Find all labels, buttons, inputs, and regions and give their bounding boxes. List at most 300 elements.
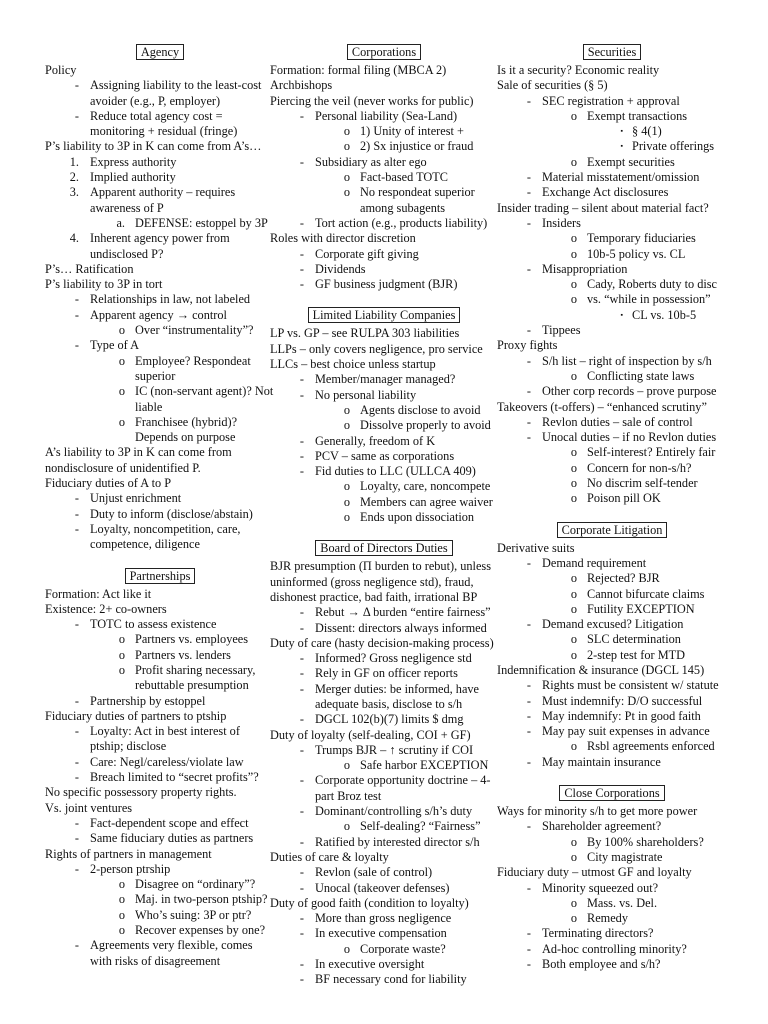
- bullet-marker: o: [570, 849, 577, 864]
- outline-text: Rsbl agreements enforced: [587, 739, 715, 754]
- outline-text: Proxy fights: [497, 338, 558, 353]
- bullet-marker: o: [570, 647, 577, 662]
- bullet-marker: -: [74, 307, 79, 322]
- bullet-marker: -: [74, 754, 79, 769]
- bullet-marker: o: [570, 445, 577, 460]
- outline-item: [45, 185, 275, 216]
- outline-item: [270, 185, 498, 216]
- outline-text: Fact-based TOTC: [360, 170, 448, 185]
- bullet-marker: -: [526, 819, 531, 834]
- bullet-marker: -: [526, 708, 531, 723]
- outline-item: [270, 216, 498, 231]
- outline-text: Inherent agency power from undisclosed P?: [90, 231, 230, 261]
- outline-item: [270, 170, 498, 185]
- outline-text: Member/manager managed?: [315, 372, 456, 387]
- outline-item: [270, 743, 498, 758]
- outline-item: [45, 632, 275, 647]
- bullet-marker: o: [570, 476, 577, 491]
- outline-item: [45, 755, 275, 770]
- outline-item: [45, 338, 275, 353]
- outline-item: [497, 338, 727, 353]
- outline-item: [497, 170, 727, 185]
- outline-item: [497, 354, 727, 369]
- outline-text: May pay suit expenses in advance: [542, 724, 710, 739]
- outline-text: Personal liability (Sea-Land): [315, 108, 458, 123]
- outline-text: Must indemnify: D/O successful: [542, 693, 703, 708]
- outline-text: Unjust enrichment: [90, 491, 182, 506]
- outline-text: Who’s suing: 3P or ptr?: [135, 907, 252, 922]
- outline-item: [270, 636, 498, 651]
- bullet-marker: o: [570, 739, 577, 754]
- outline-text: More than gross negligence: [315, 911, 452, 926]
- bullet-marker: o: [570, 231, 577, 246]
- outline-text: In executive oversight: [315, 957, 425, 972]
- bullet-marker: a.: [116, 215, 125, 230]
- outline-column-middle: [270, 44, 498, 988]
- outline-item: [270, 372, 498, 387]
- outline-item: [45, 354, 275, 385]
- outline-item: [270, 881, 498, 896]
- outline-item: [45, 801, 275, 816]
- outline-item: [497, 571, 727, 586]
- bullet-marker: -: [299, 448, 304, 463]
- outline-text: Rights of partners in management: [45, 846, 212, 861]
- bullet-marker: o: [570, 834, 577, 849]
- outline-text: Fiduciary duty – utmost GF and loyalty: [497, 865, 692, 880]
- outline-text: Fact-dependent scope and effect: [90, 815, 249, 830]
- outline-item: [45, 862, 275, 877]
- outline-item: [270, 139, 498, 154]
- outline-text: By 100% shareholders?: [587, 834, 704, 849]
- bullet-marker: -: [299, 108, 304, 123]
- outline-text: Safe harbor EXCEPTION: [360, 758, 489, 773]
- bullet-marker: o: [343, 494, 350, 509]
- outline-text: Duties of care & loyalty: [270, 849, 389, 864]
- bullet-marker: -: [526, 617, 531, 632]
- bullet-marker: o: [343, 402, 350, 417]
- bullet-marker: o: [118, 384, 125, 399]
- outline-text: Rebut → Δ burden “entire fairness”: [315, 605, 491, 620]
- outline-item: [497, 476, 727, 491]
- bullet-marker: -: [526, 754, 531, 769]
- outline-item: [270, 896, 498, 911]
- outline-item: [270, 342, 498, 357]
- outline-item: [497, 663, 727, 678]
- outline-text: 2-step test for MTD: [587, 647, 686, 662]
- bullet-marker: -: [526, 414, 531, 429]
- outline-item: [497, 819, 727, 834]
- outline-text: 1) Unity of interest +: [360, 124, 464, 139]
- outline-text: Tort action (e.g., products liability): [315, 215, 488, 230]
- outline-column-left: [45, 44, 275, 969]
- section-header: [497, 785, 727, 803]
- bullet-marker: 2.: [69, 170, 79, 185]
- outline-text: Agents disclose to avoid: [360, 402, 481, 417]
- outline-item: [270, 666, 498, 681]
- section-title: Corporations: [347, 44, 421, 60]
- outline-text: P’s liability to 3P in K can come from A’s…: [45, 139, 262, 154]
- outline-text: Type of A: [90, 338, 140, 353]
- bullet-marker: o: [118, 892, 125, 907]
- bullet-marker: -: [526, 880, 531, 895]
- outline-item: [45, 724, 275, 755]
- outline-item: [497, 201, 727, 216]
- outline-item: [270, 819, 498, 834]
- outline-text: Recover expenses by one?: [135, 923, 266, 938]
- outline-text: Exchange Act disclosures: [542, 185, 669, 200]
- outline-item: [45, 277, 275, 292]
- outline-item: [270, 605, 498, 620]
- section-title: Board of Directors Duties: [315, 540, 452, 556]
- outline-item: [270, 495, 498, 510]
- outline-item: [270, 911, 498, 926]
- outline-text: Self-interest? Entirely fair: [587, 445, 716, 460]
- bullet-marker: -: [299, 742, 304, 757]
- outline-text: No specific possessory property rights.: [45, 785, 237, 800]
- outline-item: [497, 648, 727, 663]
- outline-item: [497, 415, 727, 430]
- outline-text: Express authority: [90, 154, 177, 169]
- outline-item: [497, 694, 727, 709]
- bullet-marker: -: [299, 372, 304, 387]
- outline-item: [497, 556, 727, 571]
- bullet-marker: -: [74, 338, 79, 353]
- outline-item: [270, 449, 498, 464]
- outline-item: [45, 231, 275, 262]
- outline-item: [45, 476, 275, 491]
- outline-item: [45, 663, 275, 694]
- outline-text: Merger duties: be informed, have adequate basis, disclose to s/h: [315, 681, 480, 711]
- outline-text: Subsidiary as alter ego: [315, 154, 427, 169]
- outline-text: CL vs. 10b-5: [632, 307, 697, 322]
- outline-item: [497, 400, 727, 415]
- outline-text: Rely in GF on officer reports: [315, 666, 458, 681]
- outline-item: [270, 231, 498, 246]
- outline-text: Terminating directors?: [542, 926, 654, 941]
- outline-item: [497, 709, 727, 724]
- bullet-marker: ▪: [620, 142, 623, 151]
- bullet-marker: -: [299, 215, 304, 230]
- bullet-marker: 3.: [69, 185, 79, 200]
- outline-text: Over “instrumentality”?: [135, 323, 254, 338]
- outline-item: [45, 785, 275, 800]
- bullet-marker: -: [299, 261, 304, 276]
- outline-text: Fid duties to LLC (ULLCA 409): [315, 464, 476, 479]
- outline-item: [497, 277, 727, 292]
- bullet-marker: -: [299, 712, 304, 727]
- bullet-marker: -: [299, 387, 304, 402]
- bullet-marker: -: [526, 93, 531, 108]
- bullet-marker: -: [74, 693, 79, 708]
- outline-item: [270, 479, 498, 494]
- outline-text: Exempt securities: [587, 154, 675, 169]
- outline-item: [45, 415, 275, 446]
- bullet-marker: -: [526, 170, 531, 185]
- bullet-marker: o: [570, 571, 577, 586]
- outline-text: P’s liability to 3P in tort: [45, 277, 163, 292]
- bullet-marker: o: [570, 108, 577, 123]
- outline-text: Trumps BJR – ↑ scrutiny if COI: [315, 742, 474, 757]
- bullet-marker: o: [570, 632, 577, 647]
- outline-item: [45, 892, 275, 907]
- outline-text: Breach limited to “secret profits”?: [90, 770, 259, 785]
- section-gap: [45, 553, 275, 568]
- outline-item: [497, 865, 727, 880]
- outline-text: PCV – same as corporations: [315, 448, 455, 463]
- outline-item: [497, 308, 727, 323]
- outline-item: [45, 923, 275, 938]
- bullet-marker: o: [570, 601, 577, 616]
- outline-text: Cannot bifurcate claims: [587, 586, 705, 601]
- outline-item: [497, 124, 727, 139]
- outline-text: Partners vs. employees: [135, 632, 249, 647]
- outline-item: [45, 323, 275, 338]
- outline-item: [45, 694, 275, 709]
- outline-item: [270, 804, 498, 819]
- bullet-marker: o: [118, 647, 125, 662]
- bullet-marker: ▪: [620, 310, 623, 319]
- outline-item: [497, 942, 727, 957]
- outline-text: Derivative suits: [497, 540, 575, 555]
- outline-item: [270, 124, 498, 139]
- bullet-marker: -: [299, 666, 304, 681]
- outline-text: Futility EXCEPTION: [587, 601, 695, 616]
- outline-text: Dissent: directors always informed: [315, 620, 487, 635]
- bullet-marker: o: [570, 292, 577, 307]
- outline-item: [497, 262, 727, 277]
- outline-item: [497, 445, 727, 460]
- outline-text: Maj. in two-person ptship?: [135, 892, 268, 907]
- outline-item: [45, 831, 275, 846]
- section-title: Close Corporations: [559, 785, 664, 801]
- outline-text: Dividends: [315, 261, 366, 276]
- outline-text: 2-person ptrship: [90, 861, 171, 876]
- outline-text: Ratified by interested director s/h: [315, 834, 480, 849]
- bullet-marker: -: [526, 261, 531, 276]
- outline-text: Minority squeezed out?: [542, 880, 659, 895]
- outline-text: Care: Negl/careless/violate law: [90, 754, 244, 769]
- outline-item: [45, 587, 275, 602]
- outline-item: [497, 369, 727, 384]
- bullet-marker: -: [299, 911, 304, 926]
- outline-item: [497, 461, 727, 476]
- outline-item: [270, 651, 498, 666]
- bullet-marker: o: [118, 923, 125, 938]
- bullet-marker: -: [299, 804, 304, 819]
- bullet-marker: -: [526, 926, 531, 941]
- outline-item: [270, 403, 498, 418]
- outline-text: Members can agree waiver: [360, 494, 493, 509]
- section-gap: [497, 507, 727, 522]
- outline-item: [270, 942, 498, 957]
- outline-item: [497, 231, 727, 246]
- bullet-marker: -: [299, 464, 304, 479]
- outline-text: Disagree on “ordinary”?: [135, 877, 256, 892]
- outline-item: [497, 323, 727, 338]
- outline-text: DGCL 102(b)(7) limits $ dmg: [315, 712, 464, 727]
- outline-item: [497, 63, 727, 78]
- section-gap: [270, 525, 498, 540]
- outline-text: Apparent agency → control: [90, 307, 227, 322]
- outline-item: [497, 911, 727, 926]
- outline-text: P’s… Ratification: [45, 261, 134, 276]
- outline-item: [270, 865, 498, 880]
- outline-text: Franchisee (hybrid)? Depends on purpose: [135, 414, 238, 445]
- outline-text: Same fiduciary duties as partners: [90, 831, 254, 846]
- bullet-marker: -: [74, 292, 79, 307]
- outline-item: [497, 755, 727, 770]
- bullet-marker: -: [526, 555, 531, 570]
- outline-text: Fiduciary duties of partners to ptship: [45, 708, 227, 723]
- outline-item: [497, 724, 727, 739]
- outline-text: Policy: [45, 63, 77, 77]
- bullet-marker: o: [118, 632, 125, 647]
- outline-item: [497, 94, 727, 109]
- outline-item: [45, 602, 275, 617]
- outline-text: TOTC to assess existence: [90, 617, 217, 632]
- outline-text: Is it a security? Economic reality: [497, 63, 660, 77]
- bullet-marker: o: [343, 170, 350, 185]
- bullet-marker: o: [570, 246, 577, 261]
- section-title: Securities: [583, 44, 642, 60]
- section-title: Partnerships: [125, 568, 196, 584]
- bullet-marker: -: [299, 433, 304, 448]
- bullet-marker: -: [74, 617, 79, 632]
- outline-item: [270, 728, 498, 743]
- outline-text: No personal liability: [315, 387, 417, 402]
- bullet-marker: -: [74, 831, 79, 846]
- section-header: [270, 540, 498, 558]
- bullet-marker: -: [526, 724, 531, 739]
- outline-item: [497, 850, 727, 865]
- bullet-marker: -: [299, 154, 304, 169]
- bullet-marker: -: [299, 773, 304, 788]
- outline-item: [497, 78, 727, 93]
- bullet-marker: -: [74, 724, 79, 739]
- outline-text: Duty of good faith (condition to loyalty): [270, 895, 469, 910]
- bullet-marker: o: [118, 353, 125, 368]
- outline-text: LLPs – only covers negligence, pro service: [270, 341, 483, 356]
- outline-text: Generally, freedom of K: [315, 433, 436, 448]
- outline-item: [270, 155, 498, 170]
- outline-item: [45, 262, 275, 277]
- outline-item: [45, 847, 275, 862]
- outline-item: [270, 63, 498, 78]
- outline-text: Conflicting state laws: [587, 368, 695, 383]
- outline-item: [497, 491, 727, 506]
- bullet-marker: o: [343, 819, 350, 834]
- bullet-marker: -: [74, 770, 79, 785]
- outline-item: [45, 770, 275, 785]
- outline-text: BJR presumption (Π burden to rebut), unless uninformed (gross negligence std), fraud, dishonest practice, bad faith, irrational BP: [270, 559, 491, 604]
- bullet-marker: -: [74, 815, 79, 830]
- outline-item: [270, 388, 498, 403]
- bullet-marker: o: [570, 460, 577, 475]
- outline-item: [45, 908, 275, 923]
- outline-item: [45, 617, 275, 632]
- bullet-marker: o: [570, 911, 577, 926]
- outline-item: [497, 804, 727, 819]
- bullet-marker: -: [299, 880, 304, 895]
- outline-text: Loyalty: Act in best interest of ptship; disclose: [90, 724, 240, 754]
- outline-text: Unocal (takeover defenses): [315, 880, 450, 895]
- outline-text: LP vs. GP – see RULPA 303 liabilities: [270, 326, 460, 341]
- bullet-marker: -: [74, 491, 79, 506]
- outline-text: Agreements very flexible, comes with risks of disagreement: [90, 938, 253, 968]
- outline-text: Partnership by estoppel: [90, 693, 206, 708]
- outline-text: Temporary fiduciaries: [587, 231, 696, 246]
- outline-item: [497, 430, 727, 445]
- outline-item: [497, 292, 727, 307]
- outline-text: IC (non-servant agent)? Not liable: [135, 384, 274, 414]
- outline-text: Assigning liability to the least-cost avoider (e.g., P, employer): [90, 78, 262, 108]
- outline-text: Rights must be consistent w/ statute: [542, 678, 719, 693]
- outline-item: [497, 185, 727, 200]
- bullet-marker: -: [526, 957, 531, 972]
- outline-item: [270, 94, 498, 109]
- bullet-marker: o: [343, 139, 350, 154]
- outline-text: Loyalty, noncompetition, care, competence, diligence: [90, 521, 241, 552]
- outline-item: [45, 216, 275, 231]
- outline-item: [45, 491, 275, 506]
- outline-text: Mass. vs. Del.: [587, 895, 658, 910]
- outline-text: Formation: formal filing (MBCA 2): [270, 63, 447, 77]
- outline-text: A’s liability to 3P in K can come from nondisclosure of unidentified P.: [45, 445, 232, 475]
- section-title: Corporate Litigation: [557, 522, 668, 538]
- outline-item: [270, 357, 498, 372]
- outline-item: [45, 78, 275, 109]
- outline-text: Ends upon dissociation: [360, 510, 475, 525]
- outline-text: In executive compensation: [315, 926, 447, 941]
- outline-text: Corporate opportunity doctrine – 4-part Broz test: [315, 773, 491, 803]
- outline-item: [45, 308, 275, 323]
- outline-text: Loyalty, care, noncompete: [360, 479, 491, 494]
- bullet-marker: -: [526, 384, 531, 399]
- outline-item: [45, 384, 275, 415]
- bullet-marker: o: [118, 323, 125, 338]
- bullet-marker: o: [343, 124, 350, 139]
- outline-text: Material misstatement/omission: [542, 170, 700, 185]
- outline-text: No discrim self-tender: [587, 476, 698, 491]
- section-gap: [497, 770, 727, 785]
- outline-text: Unocal duties – if no Revlon duties: [542, 430, 717, 445]
- bullet-marker: -: [299, 620, 304, 635]
- section-header: [497, 522, 727, 540]
- outline-item: [270, 758, 498, 773]
- outline-item: [270, 277, 498, 292]
- outline-text: Revlon duties – sale of control: [542, 414, 693, 429]
- outline-item: [270, 926, 498, 941]
- outline-item: [497, 139, 727, 154]
- bullet-marker: -: [526, 323, 531, 338]
- outline-text: May maintain insurance: [542, 754, 661, 769]
- outline-text: Corporate gift giving: [315, 246, 419, 261]
- outline-item: [45, 877, 275, 892]
- outline-item: [45, 109, 275, 140]
- outline-item: [497, 632, 727, 647]
- outline-item: [497, 957, 727, 972]
- outline-item: [270, 326, 498, 341]
- outline-item: [270, 621, 498, 636]
- section-title: Agency: [136, 44, 184, 60]
- outline-text: § 4(1): [632, 124, 662, 139]
- outline-item: [45, 709, 275, 724]
- outline-item: [45, 170, 275, 185]
- outline-item: [45, 445, 275, 476]
- outline-text: Private offerings: [632, 139, 715, 154]
- bullet-marker: o: [570, 895, 577, 910]
- outline-item: [497, 384, 727, 399]
